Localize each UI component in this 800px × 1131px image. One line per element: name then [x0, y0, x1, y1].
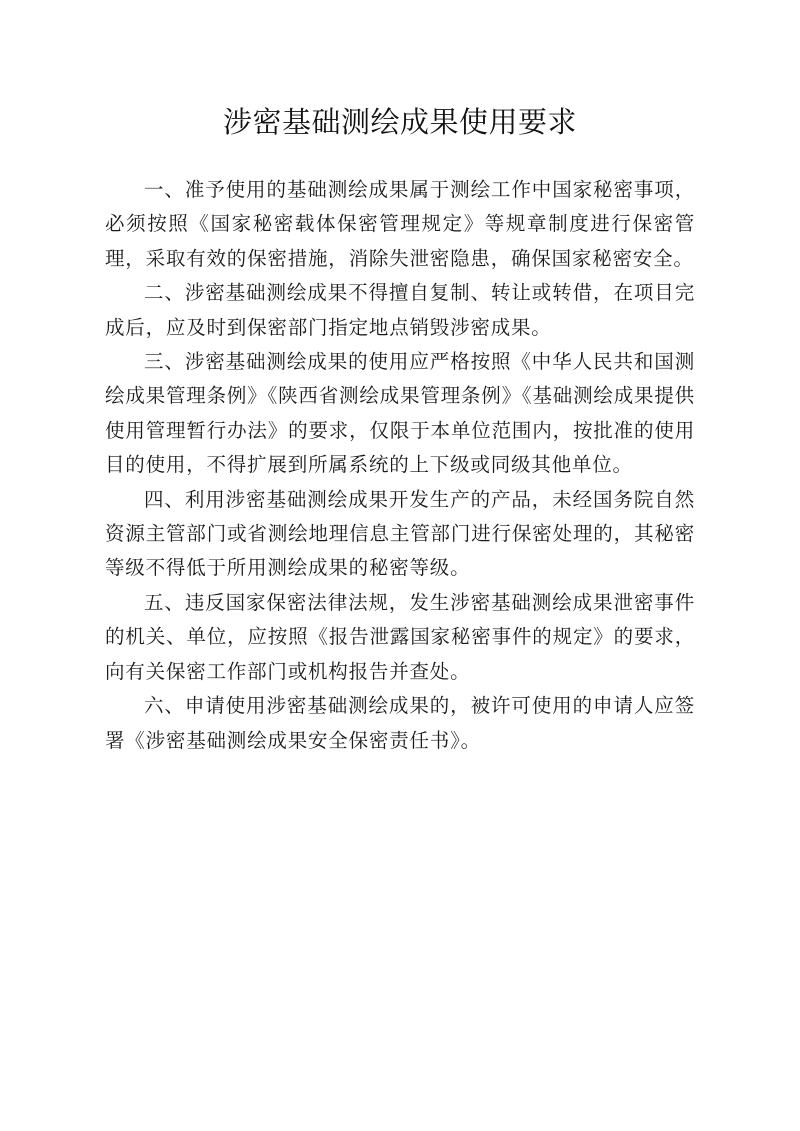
paragraph-6: 六、申请使用涉密基础测绘成果的，被许可使用的申请人应签署《涉密基础测绘成果安全保密责任书》。: [105, 694, 695, 752]
paragraph-5: 五、违反国家保密法律法规，发生涉密基础测绘成果泄密事件的机关、单位，应按照《报告泄露国家秘密事件的规定》的要求，向有关保密工作部门或机构报告并查处。: [105, 590, 695, 683]
paragraph-1: 一、准予使用的基础测绘成果属于测绘工作中国家秘密事项，必须按照《国家秘密载体保密管理规定》等规章制度进行保密管理，采取有效的保密措施，消除失泄密隐患，确保国家秘密安全。: [105, 178, 695, 270]
paragraph-3: 三、涉密基础测绘成果的使用应严格按照《中华人民共和国测绘成果管理条例》《陕西省测绘成果管理条例》《基础测绘成果提供使用管理暂行办法》的要求，仅限于本单位范围内，按批准的使用目的使用，不得扩展到所属系统的上下级或同级其他单位。: [105, 350, 695, 477]
document-body: [105, 173, 695, 758]
paragraph-4: 四、利用涉密基础测绘成果开发生产的产品，未经国务院自然资源主管部门或省测绘地理信息主管部门进行保密处理的，其秘密等级不得低于所用测绘成果的秘密等级。: [105, 487, 695, 580]
paragraph-2: 二、涉密基础测绘成果不得擅自复制、转让或转借，在项目完成后，应及时到保密部门指定地点销毁涉密成果。: [105, 281, 695, 339]
document-title: 涉密基础测绘成果使用要求: [222, 105, 577, 139]
